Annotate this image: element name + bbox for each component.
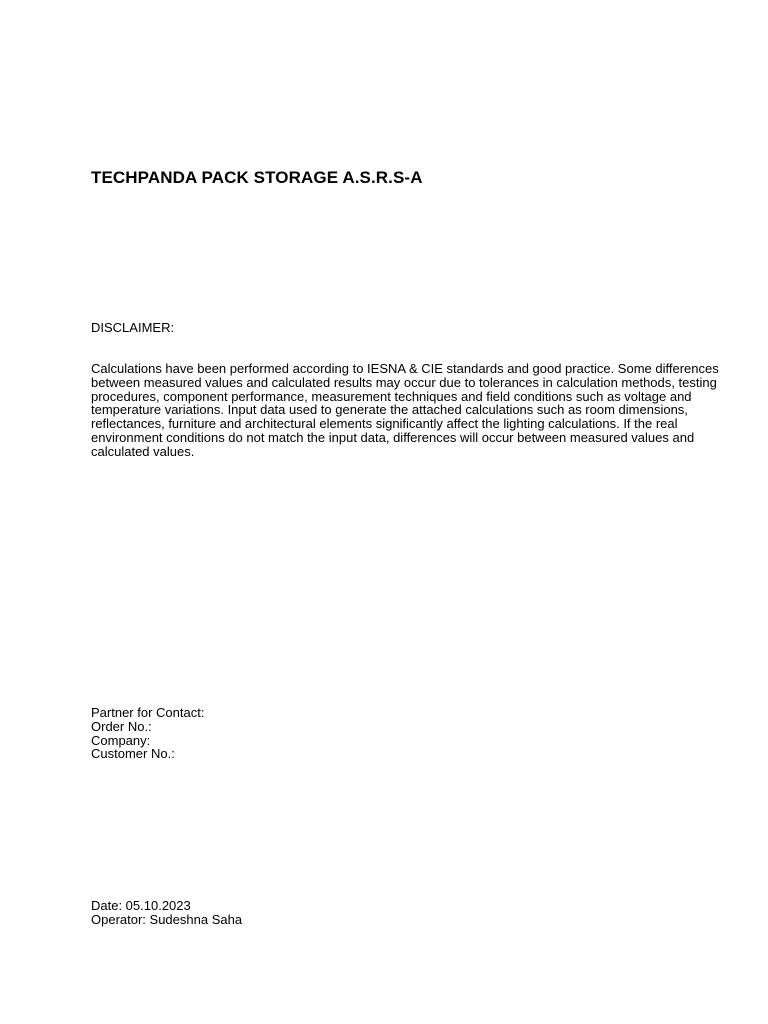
disclaimer-line: between measured values and calculated results may occur due to tolerances in calculation methods, testing	[91, 374, 717, 390]
company-label: Company:	[91, 732, 151, 748]
date-line: Date: 05.10.2023	[91, 898, 191, 913]
contact-info	[91, 706, 204, 761]
partner-for-contact-label: Partner for Contact:	[91, 705, 205, 720]
document-title: TECHPANDA PACK STORAGE A.S.R.S-A	[91, 168, 423, 187]
disclaimer-line: environment conditions do not match the input data, differences will occur between measured values and	[91, 429, 695, 445]
document-footer	[91, 899, 242, 927]
customer-number-label: Customer No.:	[91, 746, 175, 762]
order-number-label: Order No.:	[91, 718, 152, 734]
disclaimer-line: reflectances, furniture and architectural elements significantly affect the lighting calculations. If the real	[91, 416, 678, 432]
disclaimer-line: procedures, component performance, measurement techniques and field conditions such as voltage and	[91, 388, 692, 404]
disclaimer-line: calculated values.	[91, 443, 195, 459]
operator-line: Operator: Sudeshna Saha	[91, 911, 243, 927]
disclaimer-text	[91, 362, 731, 459]
disclaimer-line: Calculations have been performed according to IESNA & CIE standards and good practice. Some differences	[91, 361, 719, 376]
disclaimer-heading: DISCLAIMER:	[91, 320, 175, 335]
disclaimer-line: temperature variations. Input data used to generate the attached calculations such as room dimensions,	[91, 402, 688, 418]
